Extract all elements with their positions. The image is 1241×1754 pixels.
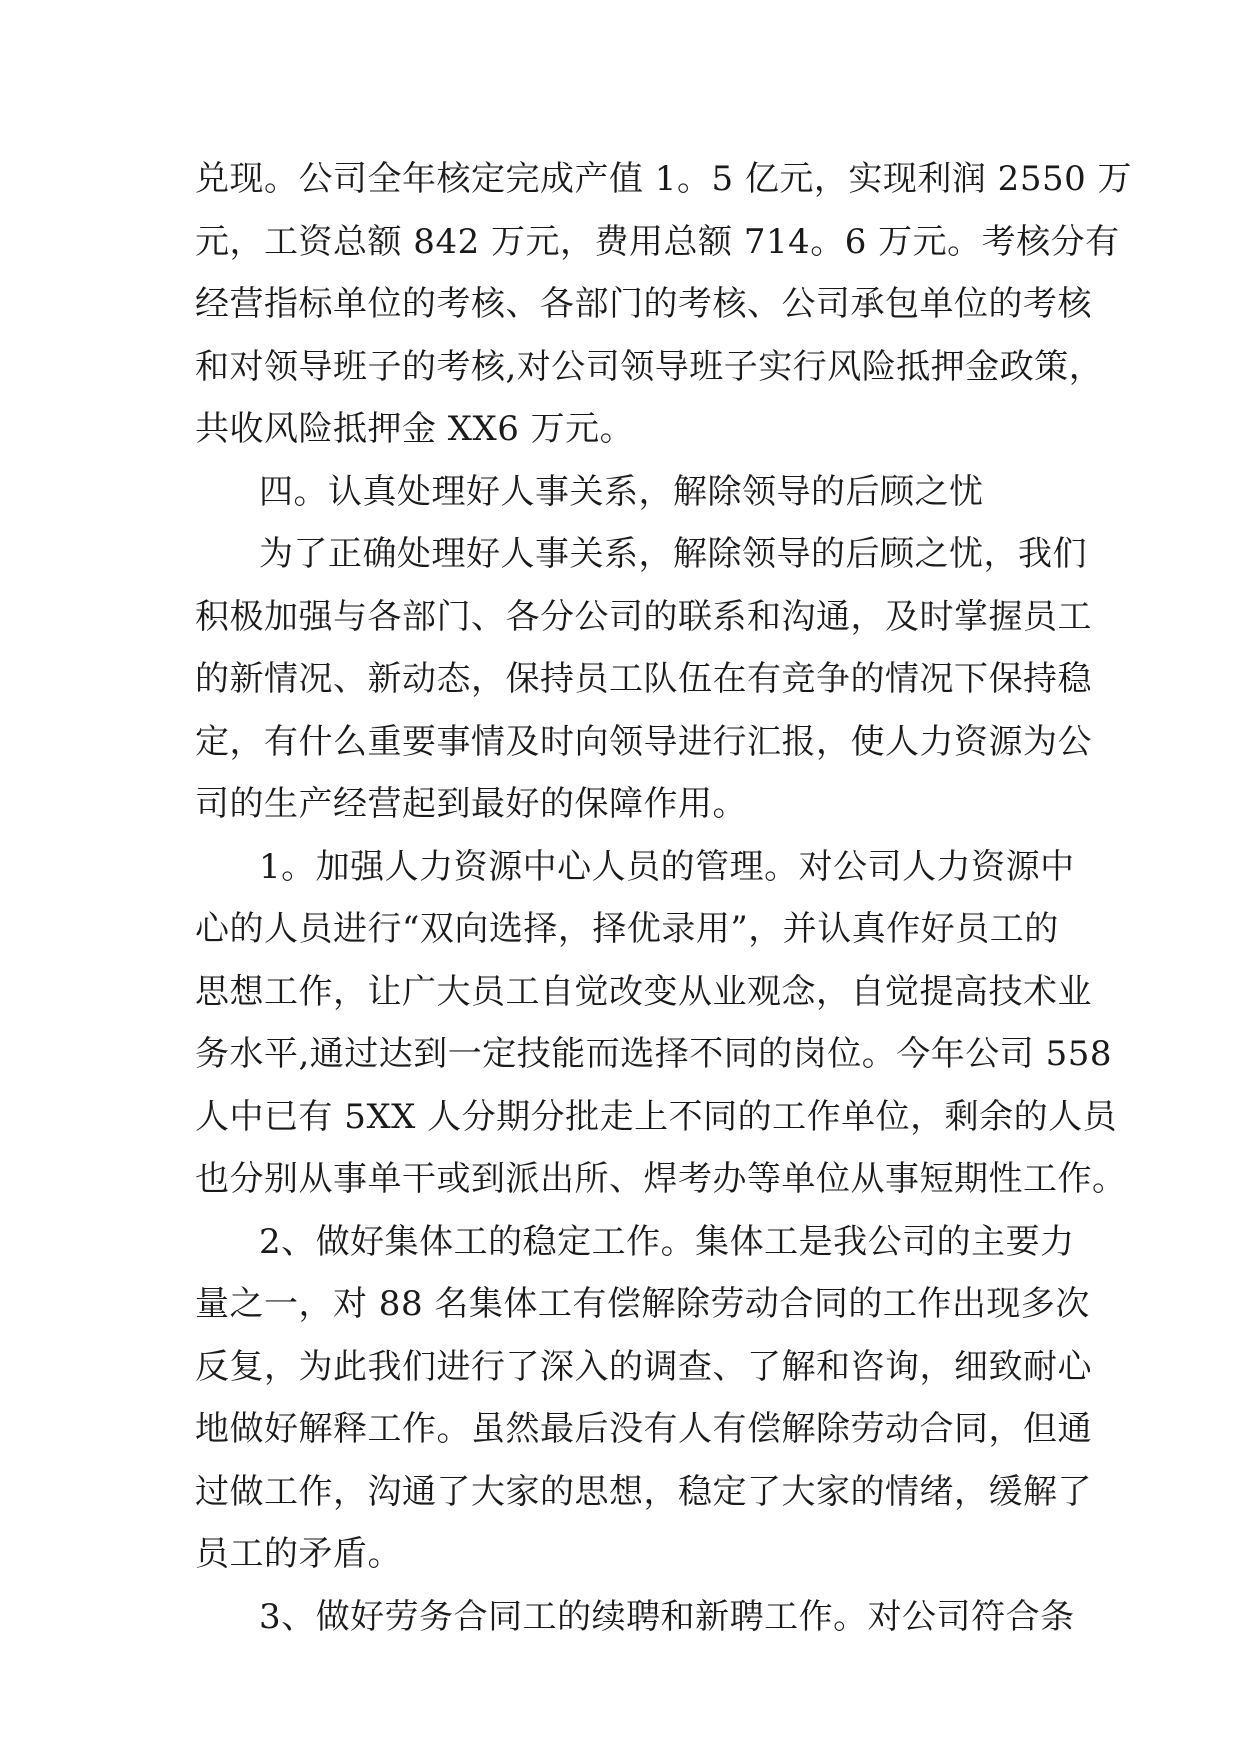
text-line: 积极加强与各部门、各分公司的联系和沟通，及时掌握员工 bbox=[195, 596, 1092, 637]
text-line: 共收风险抵押金 XX6 万元。 bbox=[195, 409, 635, 449]
text-line: 心的人员进行“双向选择，择优录用”，并认真作好员工的 bbox=[195, 909, 1059, 949]
text-line: 也分别从事单干或到派出所、焊考办等单位从事短期性工作。 bbox=[195, 1159, 1127, 1199]
text-line: 地做好解释工作。虽然最后没有人有偿解除劳动合同，但通 bbox=[195, 1409, 1092, 1449]
numbered-item-start-line: 3、做好劳务合同工的续聘和新聘工作。对公司符合条 bbox=[259, 1596, 1075, 1637]
section-heading: 四。认真处理好人事关系，解除领导的后顾之忧 bbox=[259, 471, 984, 512]
text-line: 员工的矛盾。 bbox=[195, 1534, 402, 1574]
text-line: 量之一，对 88 名集体工有偿解除劳动合同的工作出现多次 bbox=[195, 1284, 1090, 1324]
document-body bbox=[195, 148, 1133, 1648]
text-line: 司的生产经营起到最好的保障作用。 bbox=[195, 784, 747, 824]
text-line: 过做工作，沟通了大家的思想，稳定了大家的情绪，缓解了 bbox=[195, 1471, 1092, 1512]
numbered-item-start-line: 1。加强人力资源中心人员的管理。对公司人力资源中 bbox=[259, 846, 1075, 887]
text-line: 定，有什么重要事情及时向领导进行汇报，使人力资源为公 bbox=[195, 721, 1092, 762]
text-line: 元，工资总额 842 万元，费用总额 714。6 万元。考核分有 bbox=[195, 221, 1120, 262]
text-line: 思想工作，让广大员工自觉改变从业观念，自觉提高技术业 bbox=[195, 971, 1092, 1012]
text-line: 经营指标单位的考核、各部门的考核、公司承包单位的考核 bbox=[195, 284, 1092, 324]
text-line: 人中已有 5XX 人分期分批走上不同的工作单位，剩余的人员 bbox=[195, 1096, 1118, 1137]
text-line: 和对领导班子的考核,对公司领导班子实行风险抵押金政策， bbox=[195, 346, 1104, 387]
text-line: 反复，为此我们进行了深入的调查、了解和咨询，细致耐心 bbox=[195, 1346, 1092, 1387]
paragraph-start-line: 为了正确处理好人事关系，解除领导的后顾之忧，我们 bbox=[259, 534, 1087, 574]
text-line: 的新情况、新动态，保持员工队伍在有竞争的情况下保持稳 bbox=[195, 659, 1092, 699]
text-line: 务水平,通过达到一定技能而选择不同的岗位。今年公司 558 bbox=[195, 1034, 1113, 1074]
text-line: 兑现。公司全年核定完成产值 1。5 亿元，实现利润 2550 万 bbox=[195, 159, 1133, 199]
numbered-item-start-line: 2、做好集体工的稳定工作。集体工是我公司的主要力 bbox=[259, 1221, 1075, 1262]
